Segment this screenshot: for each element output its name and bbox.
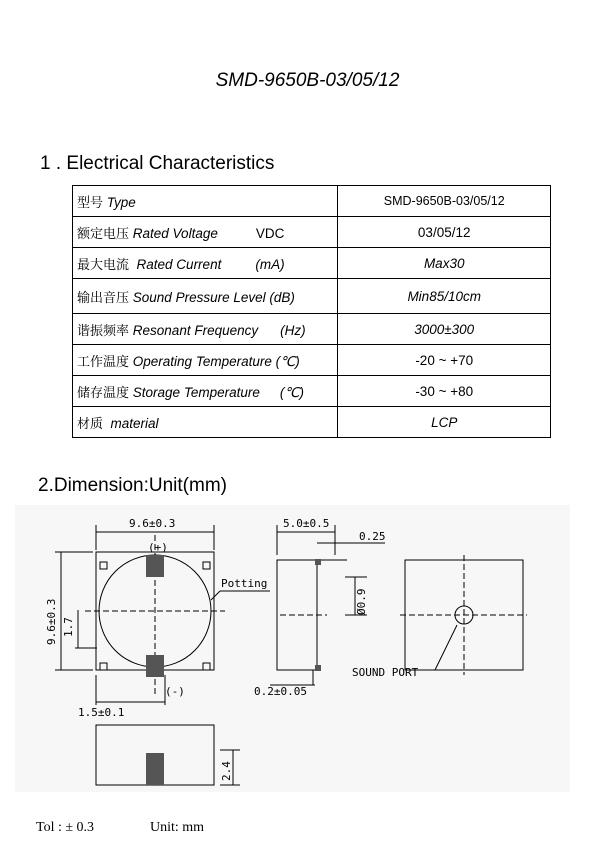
pad-thickness-label: 0.2±0.05	[254, 685, 307, 698]
corner-pad	[100, 663, 107, 670]
dimension-drawing	[15, 505, 570, 792]
value-cell: Min85/10cm	[338, 279, 551, 314]
section-dimension-heading: 2.Dimension:Unit(mm)	[38, 475, 227, 496]
param-cell: 储存温度 Storage Temperature (℃)	[73, 376, 338, 407]
document-title: SMD-9650B-03/05/12	[215, 70, 400, 91]
param-cell: 型号 Type	[73, 186, 338, 217]
front-terminal	[146, 753, 164, 785]
value-cell: LCP	[338, 407, 551, 438]
param-cell: 额定电压 Rated Voltage VDC	[73, 217, 338, 248]
negative-terminal	[146, 655, 164, 677]
section-electrical-heading: 1 . Electrical Characteristics	[40, 153, 275, 174]
value-cell: SMD-9650B-03/05/12	[338, 186, 551, 217]
thickness-label: 5.0±0.5	[283, 517, 330, 530]
negative-label: (-)	[165, 685, 185, 698]
table-row	[73, 248, 551, 279]
width-dimension-label: 9.6±0.3	[129, 517, 176, 530]
param-cell: 谐振频率 Resonant Frequency (Hz)	[73, 314, 338, 345]
corner-pad	[203, 562, 210, 569]
offset-label: 0.25	[359, 530, 386, 543]
pin-spacing-label: 1.5±0.1	[78, 706, 125, 719]
tolerance-note: Tol : ± 0.3	[36, 820, 95, 835]
value-cell: -30 ~ +80	[338, 376, 551, 407]
param-cell: 工作温度 Operating Temperature (℃)	[73, 345, 338, 376]
port-diameter-label: Ø0.9	[355, 588, 368, 615]
value-cell: 03/05/12	[338, 217, 551, 248]
electrical-characteristics-table	[72, 185, 551, 438]
table-row	[73, 407, 551, 438]
value-cell: -20 ~ +70	[338, 345, 551, 376]
sound-port-label: SOUND PORT	[352, 666, 419, 679]
value-cell: Max30	[338, 248, 551, 279]
offset-1-7-label: 1.7	[62, 617, 75, 637]
param-cell: 输出音压 Sound Pressure Level (dB)	[73, 279, 338, 314]
pin-height-label: 2.4	[220, 761, 233, 781]
table-row	[73, 217, 551, 248]
corner-pad	[203, 663, 210, 670]
potting-label: Potting	[221, 577, 268, 590]
positive-terminal	[146, 555, 164, 577]
value-cell: 3000±300	[338, 314, 551, 345]
table-row	[73, 376, 551, 407]
table-row	[73, 314, 551, 345]
positive-label: (+)	[148, 541, 168, 554]
table-row	[73, 279, 551, 314]
height-dimension-label: 9.6±0.3	[45, 598, 58, 645]
corner-pad	[100, 562, 107, 569]
dimension-drawing-svg	[15, 505, 570, 792]
table-row	[73, 345, 551, 376]
table-row	[73, 186, 551, 217]
unit-note: Unit: mm	[150, 820, 205, 835]
param-cell: 材质 material	[73, 407, 338, 438]
param-cell: 最大电流 Rated Current (mA)	[73, 248, 338, 279]
